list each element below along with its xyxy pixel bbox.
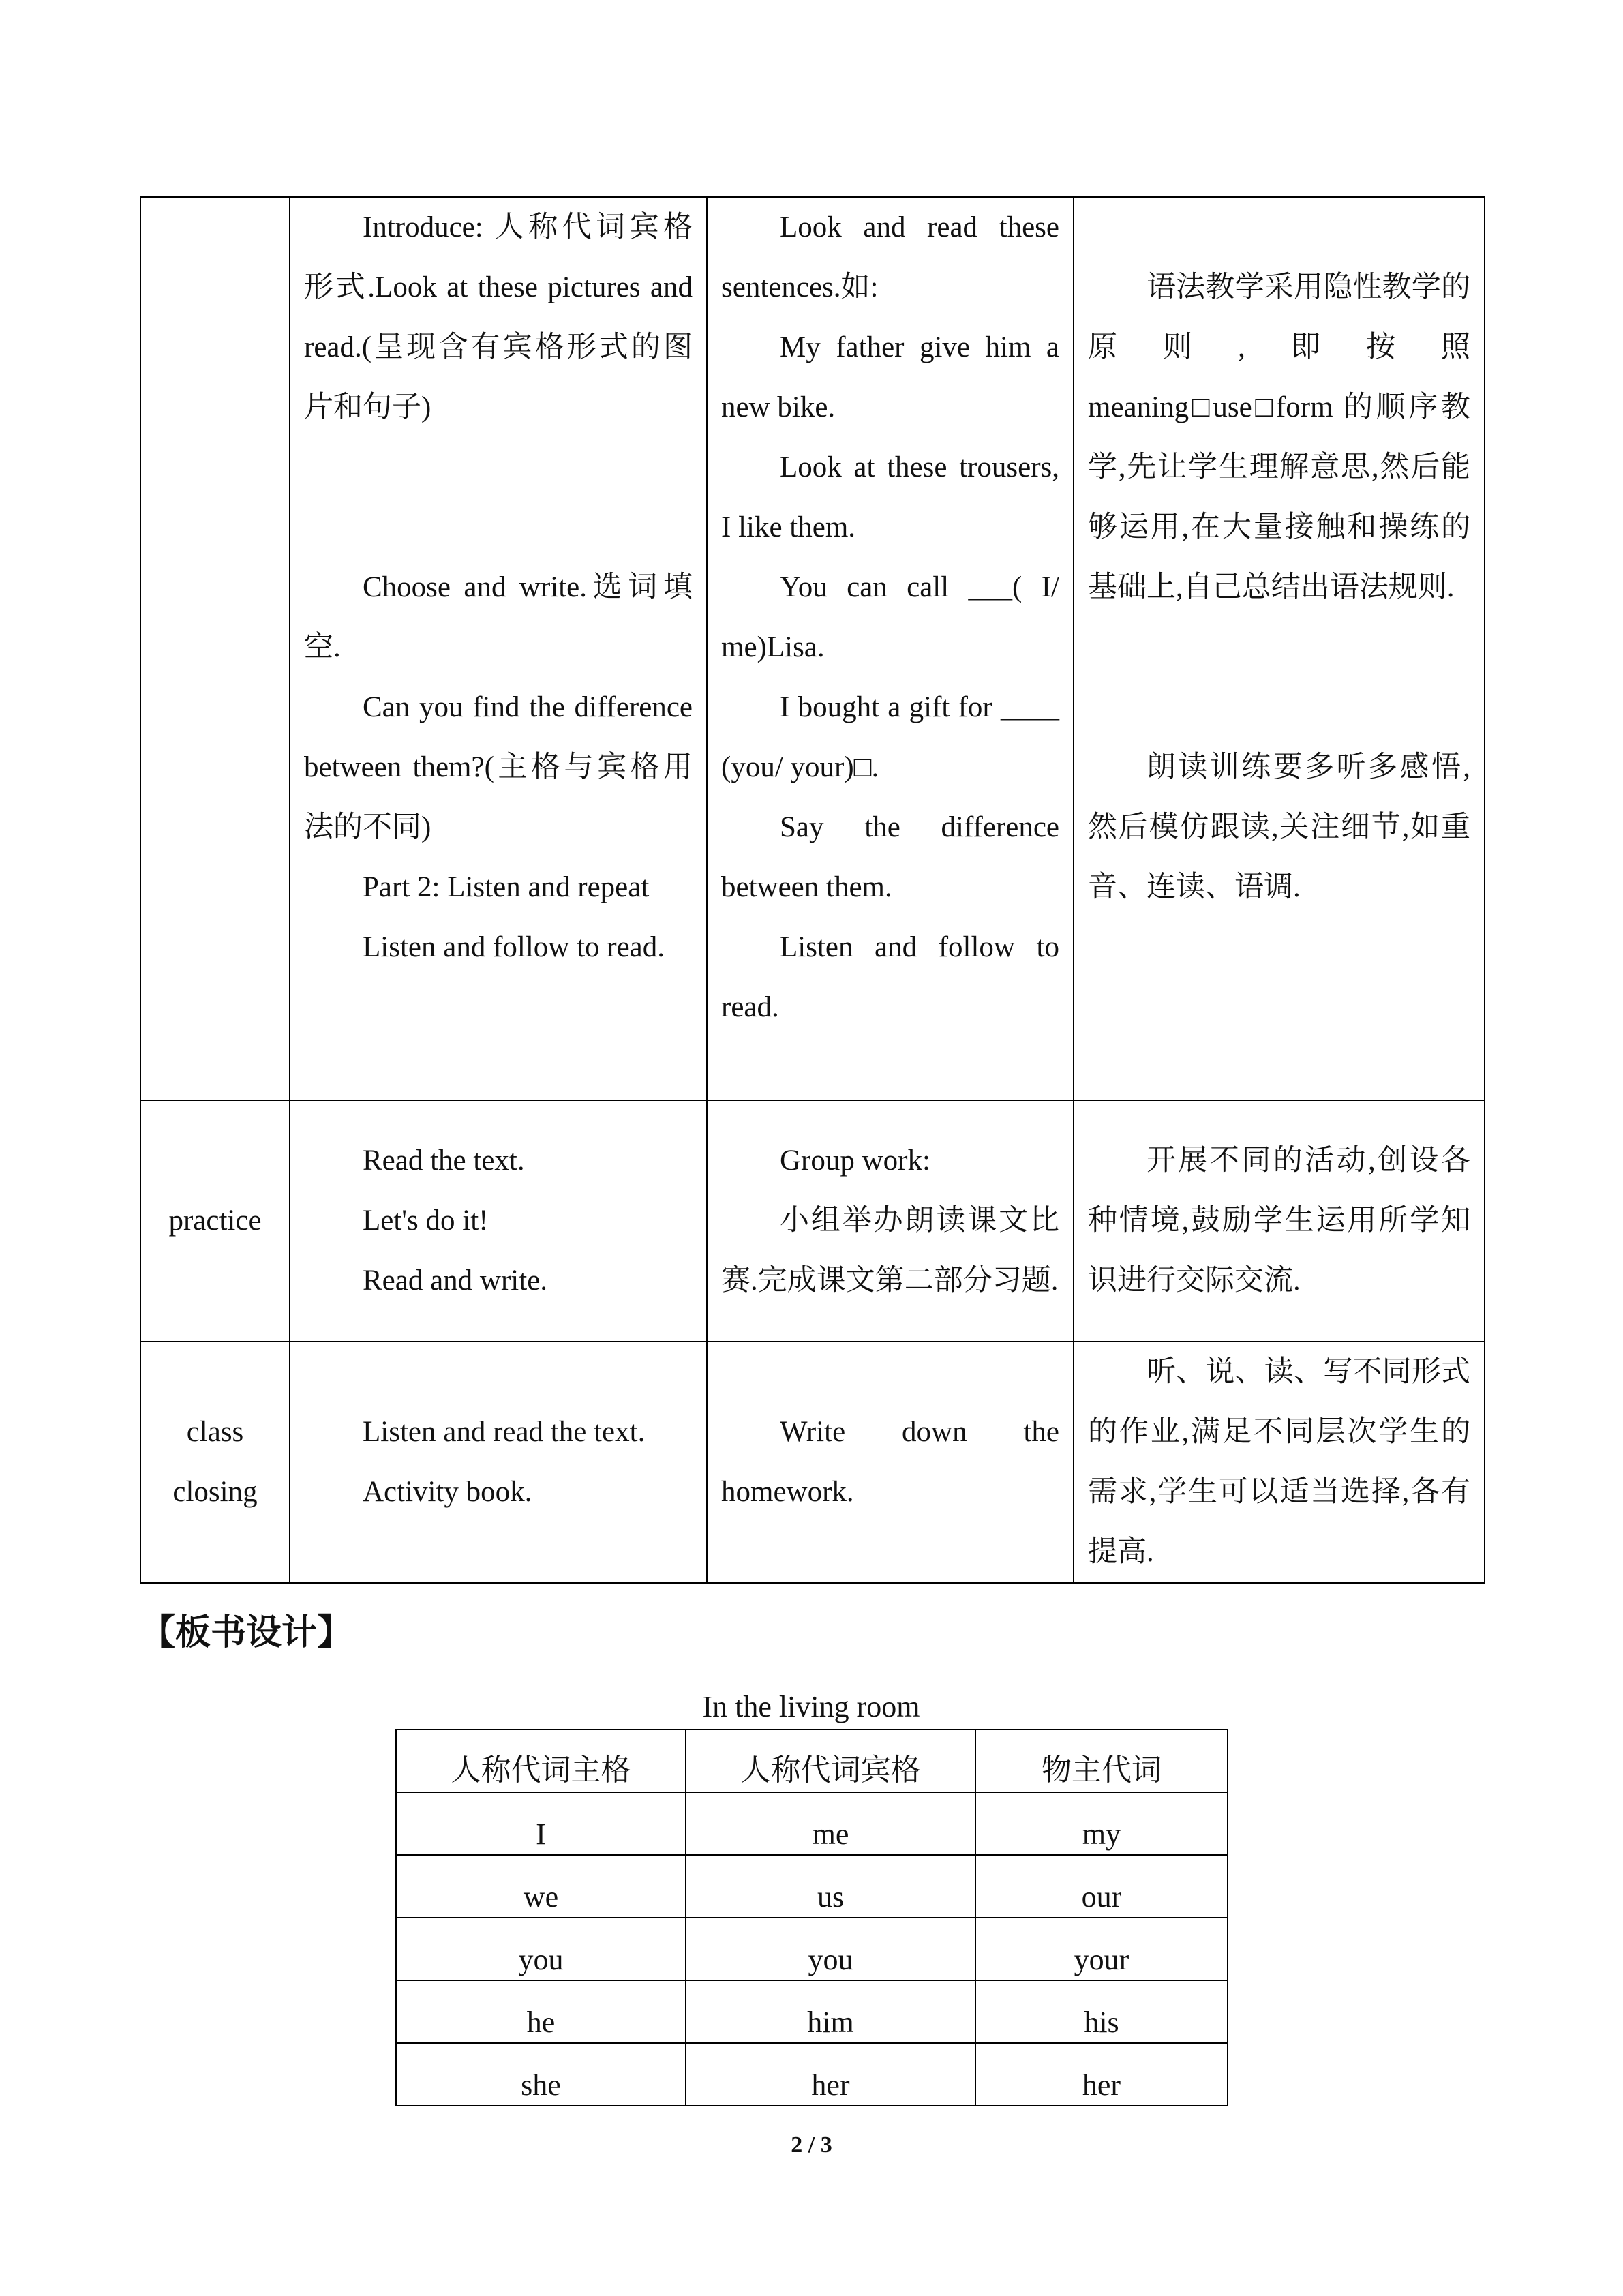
- student-sentence-1: My father give him a new bike.: [721, 331, 1059, 423]
- table-cell: your: [975, 1918, 1228, 1980]
- table-row-presentation: [140, 197, 1485, 1100]
- table-cell: us: [686, 1855, 975, 1918]
- column-header-possessive: 物主代词: [975, 1729, 1228, 1792]
- student-group-work: Group work:: [780, 1145, 930, 1177]
- teacher-listen-read-text: Listen and read the text.: [363, 1416, 646, 1448]
- table-row-closing: [140, 1342, 1485, 1583]
- student-activity-cell-closing: [707, 1342, 1074, 1583]
- teacher-introduce: Introduce: 人称代词宾格形式.Look at these pictures and read.(呈现含有宾格形式的图片和句子): [304, 211, 693, 423]
- table-row: [396, 1918, 1228, 1980]
- teacher-listen-follow: Listen and follow to read.: [363, 931, 665, 963]
- table-cell: our: [975, 1855, 1228, 1918]
- intent-grammar: 语法教学采用隐性教学的原则,即按照meaning□use□form 的顺序教学,先让学生理解意思,然后能够运用,在大量接触和操练的基础上,自己总结出语法规则.: [1088, 271, 1470, 603]
- table-cell: her: [975, 2043, 1228, 2106]
- teacher-read-text: Read the text.: [363, 1145, 525, 1177]
- board-caption: In the living room: [702, 1690, 920, 1723]
- intent-cell-practice: [1074, 1100, 1485, 1342]
- stage-closing: closing: [172, 1476, 258, 1508]
- student-activity-cell: [707, 197, 1074, 1100]
- table-row: [396, 1792, 1228, 1855]
- page-number: 2 / 3: [791, 2132, 832, 2158]
- table-cell: him: [686, 1980, 975, 2043]
- intent-cell-closing: [1074, 1342, 1485, 1583]
- table-cell: we: [396, 1855, 686, 1918]
- teacher-activity-cell: [290, 197, 707, 1100]
- student-homework: Write down the homework.: [721, 1416, 1059, 1508]
- table-header-row: [396, 1729, 1228, 1792]
- table-cell: you: [396, 1918, 686, 1980]
- teacher-part2: Part 2: Listen and repeat: [363, 871, 650, 903]
- student-say-difference: Say the difference between them.: [721, 811, 1059, 903]
- student-group-task: 小组举办朗读课文比赛.完成课文第二部分习题.: [721, 1205, 1059, 1297]
- teacher-activity-cell-closing: [290, 1342, 707, 1583]
- student-sentence-4: I bought a gift for ____ (you/ your)□.: [721, 691, 1059, 783]
- student-sentence-3: You can call ___( I/ me)Lisa.: [721, 571, 1059, 663]
- intent-reading: 朗读训练要多听多感悟,然后模仿跟读,关注细节,如重音、连读、语调.: [1088, 751, 1470, 903]
- stage-cell: [140, 197, 290, 1100]
- intent-practice: 开展不同的活动,创设各种情境,鼓励学生运用所学知识进行交际交流.: [1088, 1145, 1470, 1297]
- column-header-object: 人称代词宾格: [686, 1729, 975, 1792]
- table-row: [396, 2043, 1228, 2106]
- table-cell: you: [686, 1918, 975, 1980]
- teacher-activity-cell-practice: [290, 1100, 707, 1342]
- student-sentence-2: Look at these trousers, I like them.: [721, 451, 1059, 543]
- student-listen-follow: Listen and follow to read.: [721, 931, 1059, 1023]
- table-cell: his: [975, 1980, 1228, 2043]
- table-cell: she: [396, 2043, 686, 2106]
- table-row: [396, 1855, 1228, 1918]
- teacher-find-difference: Can you find the difference between them?(主格与宾格用法的不同): [304, 691, 693, 843]
- table-cell: I: [396, 1792, 686, 1855]
- teacher-choose-write: Choose and write.选词填空.: [304, 571, 693, 663]
- table-cell: me: [686, 1792, 975, 1855]
- table-row-practice: [140, 1100, 1485, 1342]
- column-header-subject: 人称代词主格: [396, 1729, 686, 1792]
- intent-cell: [1074, 197, 1485, 1100]
- intent-closing: 听、说、读、写不同形式的作业,满足不同层次学生的需求,学生可以适当选择,各有提高.: [1088, 1356, 1470, 1568]
- teacher-lets-do-it: Let's do it!: [363, 1205, 489, 1237]
- stage-cell-practice: practice: [140, 1100, 290, 1342]
- board-design-table: [395, 1729, 1228, 2106]
- teacher-activity-book: Activity book.: [363, 1476, 532, 1508]
- teacher-read-write: Read and write.: [363, 1265, 548, 1297]
- board-design-heading: 【板书设计】: [140, 1612, 353, 1653]
- stage-class: class: [186, 1416, 244, 1448]
- table-cell: he: [396, 1980, 686, 2043]
- student-look-read: Look and read these sentences.如:: [721, 211, 1059, 303]
- table-cell: her: [686, 2043, 975, 2106]
- student-activity-cell-practice: [707, 1100, 1074, 1342]
- lesson-plan-table: [140, 196, 1485, 1584]
- stage-cell-closing: [140, 1342, 290, 1583]
- table-row: [396, 1980, 1228, 2043]
- table-cell: my: [975, 1792, 1228, 1855]
